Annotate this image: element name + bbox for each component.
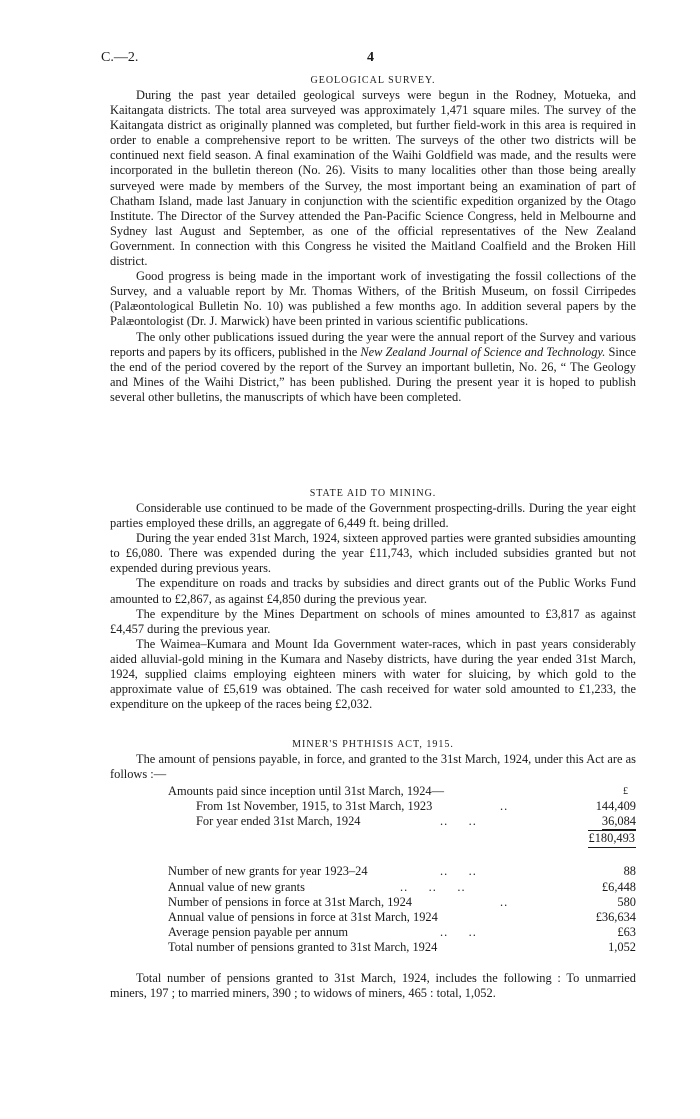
section-heading: STATE AID TO MINING. xyxy=(309,488,437,499)
leader-dots: .. .. .. xyxy=(400,879,466,894)
paragraph-text: Since the end of the period covered by the report of the Survey an important bulletin, No. 26, “ The Geology and Mines of the Waihi District,” has been published. During the present year it is hoped to publish several other bulletins, the manuscripts of which have been completed. xyxy=(110,344,636,404)
row-value: 580 xyxy=(617,894,636,909)
row-value: 1,052 xyxy=(608,939,636,954)
row-value: 88 xyxy=(623,864,636,879)
paragraph: The Waimea–Kumara and Mount Ida Government water-races, which in past years considerably aided alluvial-gold mining in the Kumara and Naseby districts, have during the year ended 31st March, 1924, supplied claims employing eighteen miners with water for sluicing, by which gold to the approximate value of £5,619 was obtained. The cash received for water sold amounted to £1,233, the expenditure on the upkeep of the races being £2,032. xyxy=(110,636,636,712)
row-value: £6,448 xyxy=(601,879,636,894)
leader-dots: .. .. xyxy=(440,814,477,829)
table-row xyxy=(110,829,636,846)
amounts-label: Amounts paid since inception until 31st March, 1924— xyxy=(168,784,445,799)
paragraph: The amount of pensions payable, in force, and granted to the 31st March, 1924, under this Act are as follows :— xyxy=(110,752,636,782)
geological-survey-section xyxy=(110,74,636,405)
row-label: Average pension payable per annum xyxy=(168,924,349,939)
row-value: 36,084 xyxy=(602,814,636,830)
section-heading: GEOLOGICAL SURVEY. xyxy=(310,75,436,86)
amounts-total: £180,493 xyxy=(588,830,636,847)
row-label: Number of new grants for year 1923–24 xyxy=(168,864,368,879)
table-row xyxy=(110,784,636,799)
table-row xyxy=(110,895,636,910)
page-number: 4 xyxy=(367,50,374,65)
report-code: C.—2. xyxy=(101,50,139,65)
pension-stats-table xyxy=(110,864,636,955)
paragraph: During the past year detailed geological surveys were begun in the Rodney, Motueka, and Kaitangata districts. The total area surveyed was approximately 1,471 square miles. The survey of the Kaitangata district as originally planned was completed, but further field-work in this area is required in order to enable a comprehensive report to be written. The surveys of the other two districts will be continued next field season. A final examination of the Waihi Goldfield was made, and the results were incorporated in the bulletin thereon (No. 26). Visits to many localities other than those being areally surveyed were made by members of the Survey, the most important being an examination of part of Chatham Island, made last January in conjunction with the scientific expedition organized by the Otago Institute. The Director of the Survey attended the Pan-Pacific Science Congress, held in Melbourne and Sydney last August and September, as one of the official representatives of the New Zealand Government. In connection with this Congress he visited the Maitland Coalfield and the Broken Hill district. xyxy=(110,88,636,269)
row-label: Number of pensions in force at 31st March, 1924 xyxy=(168,894,412,909)
table-row xyxy=(110,814,636,829)
journal-title: New Zealand Journal of Science and Technology. xyxy=(360,344,606,359)
section-heading: MINER'S PHTHISIS ACT, 1915. xyxy=(292,739,454,750)
paragraph: The expenditure by the Mines Department on schools of mines amounted to £3,817 as against £4,457 during the previous year. xyxy=(110,606,636,636)
table-row xyxy=(110,940,636,955)
row-label: From 1st November, 1915, to 31st March, 1923 xyxy=(196,799,433,814)
paragraph: During the year ended 31st March, 1924, sixteen approved parties were granted subsidies amounting to £6,080. There was expended during the year £11,743, which included subsidies granted but not expended during previous years. xyxy=(110,531,636,576)
row-value: £63 xyxy=(617,924,636,939)
table-row xyxy=(110,925,636,940)
phthisis-section xyxy=(110,738,636,1001)
leader-dots: .. xyxy=(500,894,509,909)
paragraph: Good progress is being made in the important work of investigating the fossil collections of the Survey, and a valuable report by Mr. Thomas Withers, of the British Museum, on fossil Cirripedes (Palæontological Bulletin No. 10) was published a few months ago. In addition several papers by the Palæontologist (Dr. J. Marwick) have been printed in various scientific publications. xyxy=(110,269,636,329)
row-label: Annual value of pensions in force at 31st March, 1924 xyxy=(168,909,438,924)
paragraph: The expenditure on roads and tracks by subsidies and direct grants out of the Public Works Fund amounted to £2,867, as against £4,850 during the previous year. xyxy=(110,576,636,606)
row-label: For year ended 31st March, 1924 xyxy=(196,814,361,829)
row-value: £36,634 xyxy=(595,909,636,924)
row-label: Annual value of new grants xyxy=(168,879,305,894)
amounts-table xyxy=(110,784,636,846)
row-label: Total number of pensions granted to 31st March, 1924 xyxy=(168,939,438,954)
table-row xyxy=(110,910,636,925)
row-value: 144,409 xyxy=(595,799,636,814)
table-row xyxy=(110,799,636,814)
table-row xyxy=(110,864,636,879)
paragraph: Considerable use continued to be made of the Government prospecting-drills. During the year eight parties employed these drills, an aggregate of 6,449 ft. being drilled. xyxy=(110,501,636,531)
leader-dots: .. xyxy=(500,799,509,814)
table-row xyxy=(110,880,636,895)
paragraph-text: The only other publications issued during the year were the annual report of the Survey and various reports and papers by its officers, published in the xyxy=(110,329,636,359)
leader-dots: .. .. xyxy=(440,924,477,939)
paragraph xyxy=(110,330,636,405)
leader-dots: .. .. xyxy=(440,864,477,879)
paragraph: Total number of pensions granted to 31st March, 1924, includes the following : To unmarried miners, 197 ; to married miners, 390 ; to widows of miners, 465 : total, 1,052. xyxy=(110,971,636,1001)
pound-column-header: £ xyxy=(623,786,628,798)
state-aid-section xyxy=(110,487,636,712)
